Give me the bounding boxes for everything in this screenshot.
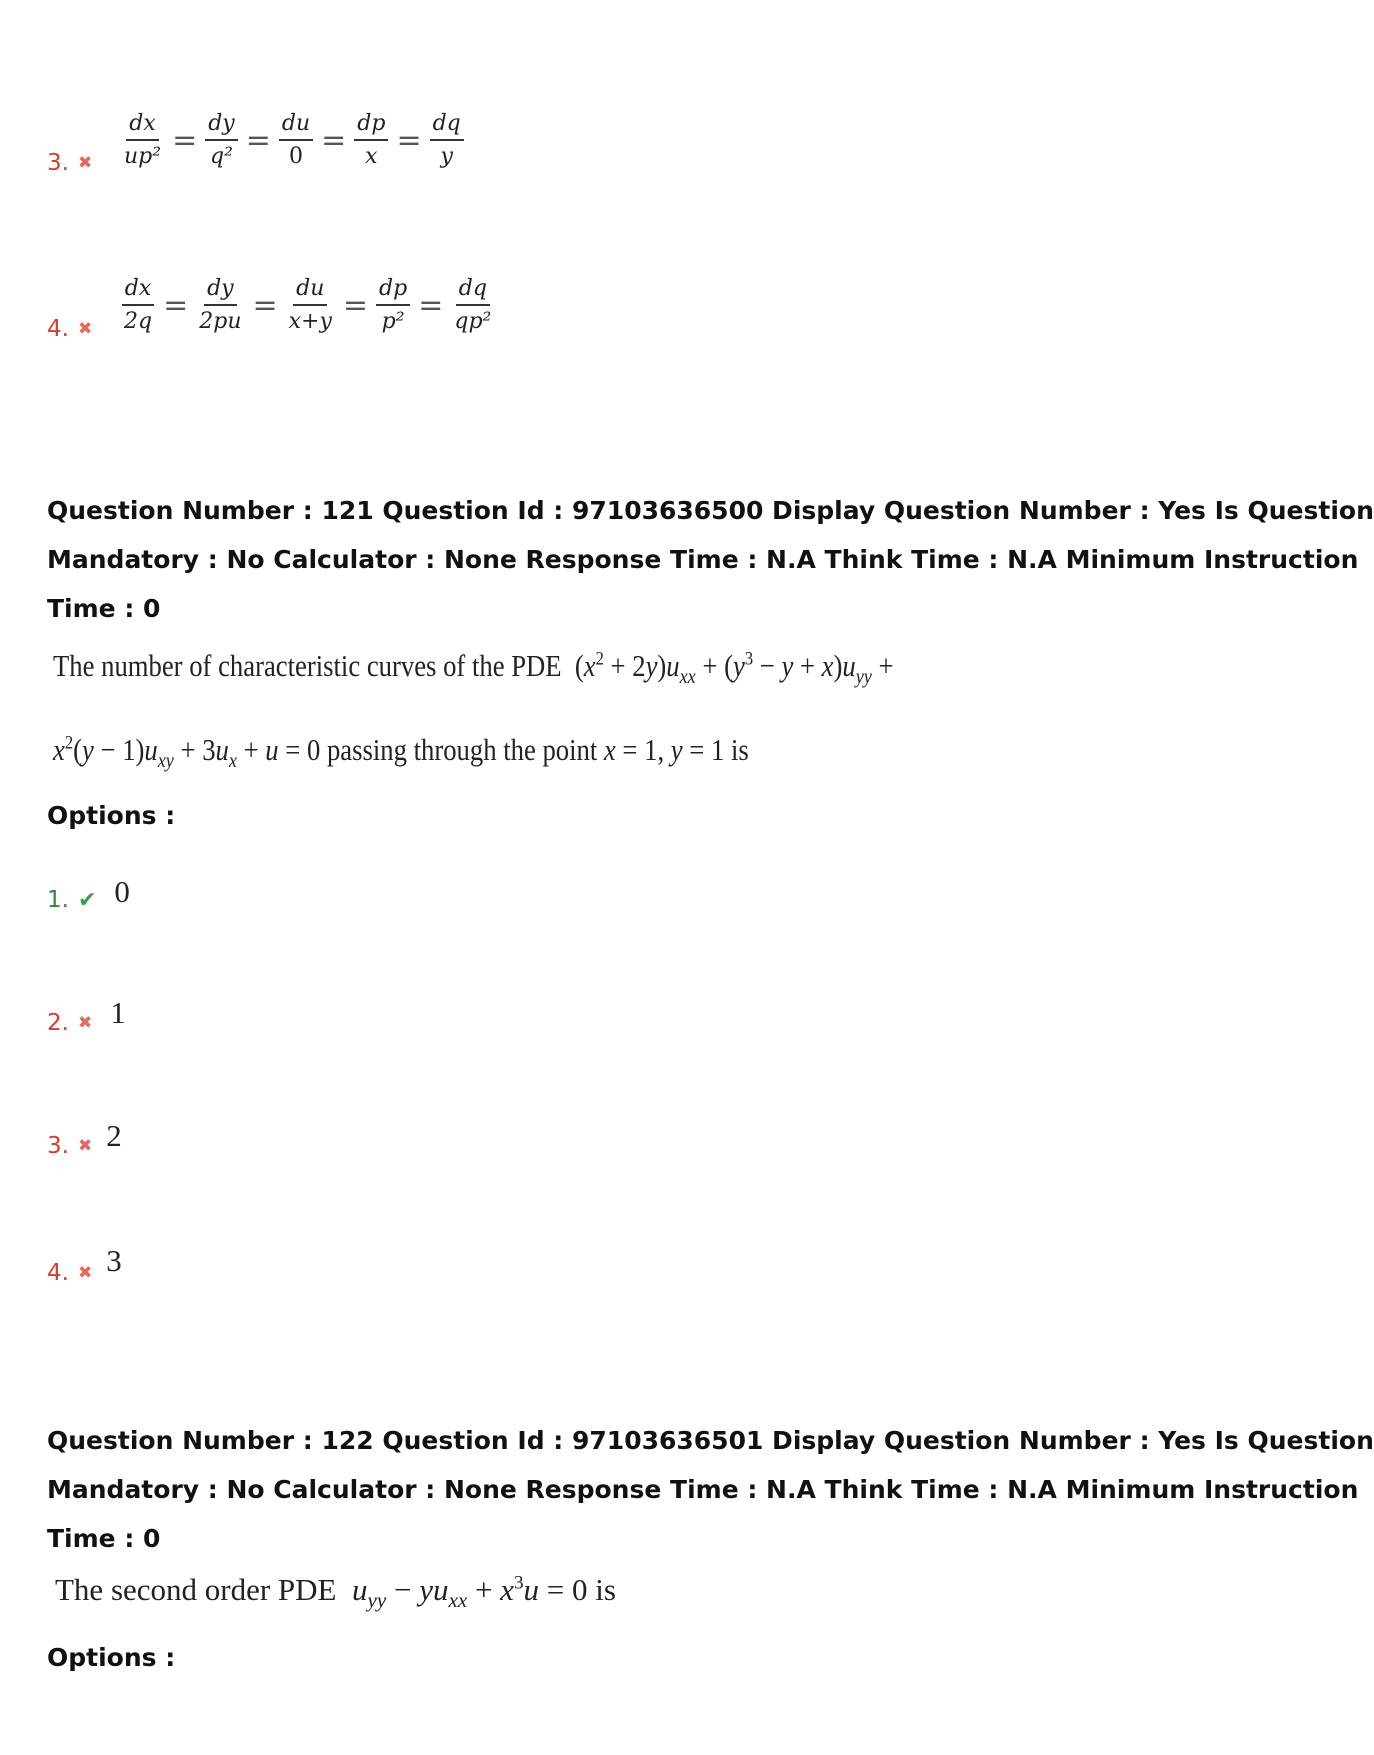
question-121-stem-line-2 (53, 732, 749, 773)
fraction: $\frac{dx}{\text{up²}}$ (124, 111, 162, 170)
stem-text: is (730, 732, 749, 767)
prev-option-4 (47, 316, 92, 342)
question-121-meta (47, 486, 1374, 633)
fraction: $\frac{du}{x+y}$ (288, 276, 332, 335)
cross-icon: ✖ (77, 1013, 93, 1033)
prev-option-3 (47, 150, 92, 176)
fraction: $\frac{dp}{x}$ (354, 112, 388, 168)
option-3 (47, 1118, 122, 1164)
stem-text: The number of characteristic curves of the PDE (53, 648, 562, 683)
point-expression: x = 1, y = 1 (603, 732, 731, 767)
stem-text: passing through the point (326, 732, 598, 767)
question-122-meta (47, 1416, 1374, 1563)
meta-line: Time : 0 (47, 594, 161, 623)
option-value: 3 (106, 1243, 122, 1278)
meta-line: Question Number : 121 Question Id : 97103636500 Display Question Number : Yes Is Question (47, 496, 1374, 525)
option-2 (47, 995, 126, 1041)
stem-text: The second order PDE (55, 1572, 337, 1607)
prev-option-3-equation: $\frac{dx}{\text{up²}}$ = $\frac{dy}{\text{q²}}$ = $\frac{du}{0}$ = $\frac{dp}{x}$ = $\frac{dq}{y}$ (117, 112, 468, 168)
cross-icon: ✖ (77, 153, 93, 173)
meta-line: Mandatory : No Calculator : None Response Time : N.A Think Time : N.A Minimum Instruction (47, 1475, 1359, 1504)
option-number: 2. (47, 1010, 69, 1036)
option-number: 4. (47, 1260, 69, 1286)
meta-line: Question Number : 122 Question Id : 97103636501 Display Question Number : Yes Is Question (47, 1426, 1374, 1455)
meta-line: Time : 0 (47, 1524, 161, 1553)
option-number: 3. (47, 1133, 69, 1159)
fraction: $\frac{dq}{y}$ (430, 112, 464, 168)
options-label: Options : (47, 1643, 176, 1672)
fraction: $\frac{dq}{\text{qp²}}$ (454, 276, 492, 335)
cross-icon: ✖ (77, 1263, 93, 1283)
cross-icon: ✖ (77, 319, 93, 339)
cross-icon: ✖ (77, 1136, 93, 1156)
fraction: $\frac{dy}{2pu}$ (199, 276, 242, 335)
fraction: $\frac{dx}{2q}$ (121, 277, 155, 333)
option-4 (47, 1243, 122, 1291)
option-value: 1 (110, 995, 126, 1030)
pde-expression-part-2: $x^2(y - 1)u_{xy} + 3u_x + u = 0$ (53, 732, 327, 773)
option-number: 1. (47, 887, 69, 913)
pde-expression-part-1: $(x^2 + 2y)u_{xx} + (y^3 - y + x)u_{yy}$ + (568, 648, 894, 689)
question-122-stem (55, 1572, 616, 1613)
option-number: 4. (47, 316, 69, 342)
options-label: Options : (47, 801, 176, 830)
option-number: 3. (47, 150, 69, 176)
fraction: $\frac{du}{0}$ (279, 112, 313, 168)
check-icon: ✔ (77, 887, 97, 913)
fraction: $\frac{dp}{\text{p²}}$ (376, 277, 410, 333)
pde-expression: $u_{yy} - yu_{xx} + x^3u = 0$ (352, 1572, 596, 1613)
question-121-stem-line-1 (53, 648, 894, 689)
option-value: 2 (106, 1118, 122, 1153)
prev-option-4-equation: $\frac{dx}{2q}$ = $\frac{dy}{2pu}$ = $\frac{du}{x+y}$ = $\frac{dp}{\text{p²}}$ = $\frac{dq}{\text{qp²}}$ (117, 277, 498, 333)
fraction: $\frac{dy}{\text{q²}}$ (205, 112, 238, 168)
option-1 (47, 874, 130, 918)
meta-line: Mandatory : No Calculator : None Response Time : N.A Think Time : N.A Minimum Instruction (47, 545, 1359, 574)
option-value: 0 (114, 874, 130, 909)
stem-text: is (595, 1572, 616, 1607)
